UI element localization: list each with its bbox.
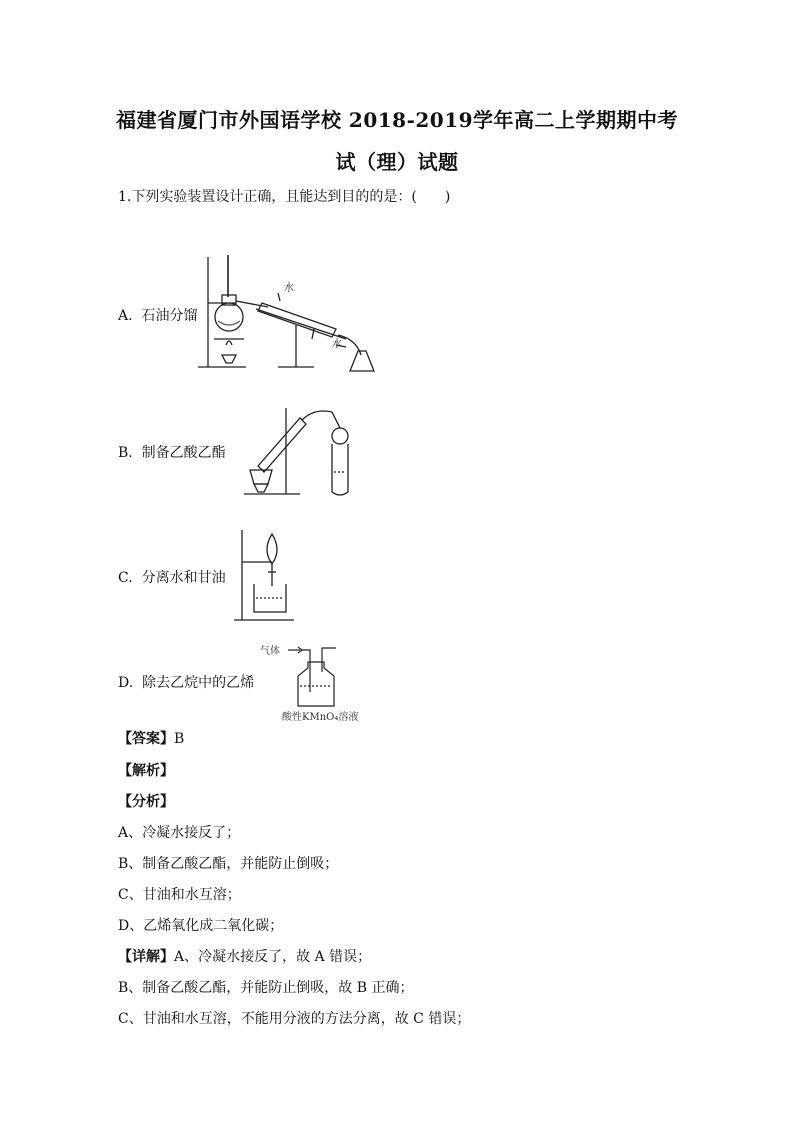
analysis-point-a: A、冷凝水接反了； [118,825,241,841]
detail-line-b: B、制备乙酸乙酯，并能防止倒吸，故 B 正确； [118,980,414,996]
option-d-text: 除去乙烷中的乙烯 [142,675,255,691]
analysis-point-b: B、制备乙酸乙酯，并能防止倒吸； [118,856,339,872]
gas-washing-bottle-figure [260,642,370,724]
option-c [118,567,226,587]
gas-label: 气体 [260,646,280,657]
detail-line-c: C、甘油和水互溶，不能用分液的方法分离，故 C 错误； [118,1011,471,1027]
ester-preparation-figure [240,404,360,500]
water-inlet-label: 水 [284,283,294,294]
answer-line [118,728,184,748]
distillation-apparatus-figure [196,255,386,375]
option-b-letter: B. [118,445,133,461]
analysis-sub-heading: 【分析】 [118,794,174,810]
option-a [118,305,197,325]
answer-label: 【答案】 [118,731,174,747]
answer-value: B [174,731,185,747]
question-text: 1.下列实验装置设计正确，且能达到目的的是：( ) [118,189,451,205]
analysis-heading: 【解析】 [118,763,174,779]
analysis-point-d: D、乙烯氧化成二氧化碳； [118,918,284,934]
detail-label: 【详解】 [118,949,174,965]
option-a-text: 石油分馏 [141,308,198,324]
option-c-letter: C. [118,570,133,586]
option-d-letter: D. [118,675,134,691]
option-c-text: 分离水和甘油 [141,570,226,586]
option-b-text: 制备乙酸乙酯 [141,445,226,461]
kmno4-solution-label: 酸性KMnO₄溶液 [282,712,359,723]
analysis-point-c: C、甘油和水互溶； [118,887,241,903]
water-outlet-label: 水 [332,339,342,350]
option-b [118,442,226,462]
option-d [118,672,254,692]
detail-line-a [118,946,371,966]
detail-text-a: A、冷凝水接反了，故 A 错误； [174,949,372,965]
document-title-line-2: 试（理）试题 [335,150,459,174]
option-a-letter: A. [118,308,133,324]
document-title-line-1: 福建省厦门市外国语学校 2018-2019学年高二上学期期中考 [115,108,679,132]
separation-apparatus-figure [232,528,296,626]
